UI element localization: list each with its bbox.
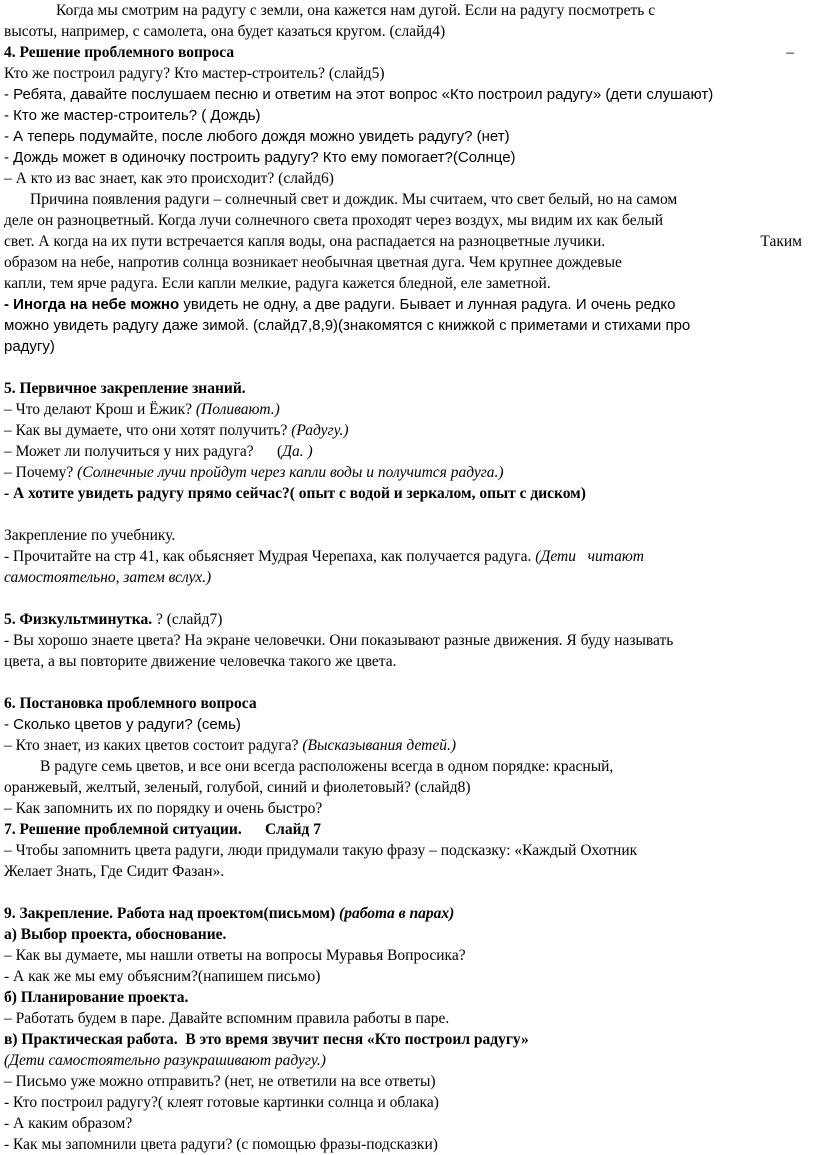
answer-line: самостоятельно, затем вслух.) <box>4 569 212 586</box>
dialogue-line: - Как мы запомнили цвета радуги? (с помощью фразы-подсказки) <box>4 1136 438 1153</box>
spacer <box>4 504 810 525</box>
heading-note: (работа в парах) <box>339 905 455 922</box>
dialogue-line: - Сколько цветов у радуги? (семь) <box>4 716 241 733</box>
question-text: – Кто знает, из каких цветов состоит радуга? <box>4 737 303 754</box>
dialogue-line: – Письмо уже можно отправить? (нет, не ответили на все ответы) <box>4 1073 436 1090</box>
subheading-b: б) Планирование проекта. <box>4 989 189 1006</box>
subheading-a: а) Выбор проекта, обоснование. <box>4 926 227 943</box>
paragraph-line: Желает Знать, Где Сидит Фазан». <box>4 863 225 880</box>
question-text: – Может ли получиться у них радуга? ( <box>4 443 283 460</box>
dialogue-line: – Как запомнить их по порядку и очень быстро? <box>4 800 323 817</box>
heading-text: 5. Физкультминутка. <box>4 611 153 628</box>
paragraph-line <box>4 546 810 567</box>
dialogue-line: - А как же мы ему объясним?(напишем письмо) <box>4 968 321 985</box>
paragraph-text: свет. А когда на их пути встречается капля воды, она распадается на разноцветные лучики. <box>4 233 606 250</box>
answer-text: (Дети читают <box>535 548 644 565</box>
dialogue-line: - Ребята, давайте послушаем песню и ответим на этот вопрос «Кто построил радугу» (дети слушают) <box>4 86 714 103</box>
dialogue-line: - А каким образом? <box>4 1115 133 1132</box>
paragraph-line: радугу) <box>4 338 55 355</box>
bold-lead: - Иногда на небе можно <box>4 296 180 313</box>
paragraph-line <box>4 294 810 315</box>
section-heading-4 <box>4 42 810 63</box>
dash-mark: – <box>786 44 794 61</box>
dialogue-line: - Дождь может в одиночку построить радугу? Кто ему помогает?(Солнце) <box>4 149 516 166</box>
dialogue-line: – Как вы думаете, мы нашли ответы на вопросы Муравья Вопросика? <box>4 947 466 964</box>
section-heading-5: 5. Первичное закрепление знаний. <box>4 380 246 397</box>
paragraph-line: образом на небе, напротив солнца возникает необычная цветная дуга. Чем крупнее дождевые <box>4 254 622 271</box>
dialogue-line: – Работать будем в паре. Давайте вспомним правила работы в паре. <box>4 1010 450 1027</box>
section-heading-9 <box>4 903 810 924</box>
section-heading-5b <box>4 609 810 630</box>
section-heading-7: 7. Решение проблемной ситуации. Слайд 7 <box>4 821 321 838</box>
paragraph-line: можно увидеть радугу даже зимой. (слайд7,8,9)(знакомятся с книжкой с приметами и стихами про <box>4 317 691 334</box>
spacer <box>4 882 810 903</box>
dialogue-line <box>4 420 810 441</box>
paragraph-line <box>4 231 810 252</box>
dialogue-line: - Кто же мастер-строитель? ( Дождь) <box>4 107 261 124</box>
paragraph-line: цвета, а вы повторите движение человечка такого же цвета. <box>4 653 397 670</box>
paragraph-line: Кто же построил радугу? Кто мастер-строитель? (слайд5) <box>4 65 385 82</box>
dialogue-line: – А кто из вас знает, как это происходит? (слайд6) <box>4 170 334 187</box>
bold-line: - А хотите увидеть радугу прямо сейчас?( опыт с водой и зеркалом, опыт с диском) <box>4 485 586 502</box>
dialogue-line <box>4 441 810 462</box>
answer-text: (Поливают.) <box>195 401 280 418</box>
heading-text: 4. Решение проблемного вопроса <box>4 44 235 61</box>
paragraph-line: оранжевый, желтый, зеленый, голубой, синий и фиолетовый? (слайд8) <box>4 779 471 796</box>
dialogue-line <box>4 735 810 756</box>
paragraph-line: Причина появления радуги – солнечный свет и дождик. Мы считаем, что свет белый, но на самом <box>30 191 678 208</box>
paragraph-text: Таким <box>760 233 802 250</box>
heading-text: 9. Закрепление. Работа над проектом(письмом) <box>4 905 340 922</box>
spacer <box>4 588 810 609</box>
section-heading-6: 6. Постановка проблемного вопроса <box>4 695 257 712</box>
answer-line: (Дети самостоятельно разукрашивают радугу.) <box>4 1052 326 1069</box>
question-text: – Что делают Крош и Ёжик? <box>4 401 196 418</box>
paragraph-line: Когда мы смотрим на радугу с земли, она кажется нам дугой. Если на радугу посмотреть с <box>56 2 656 19</box>
question-text: – Почему? <box>4 464 78 481</box>
spacer <box>4 357 810 378</box>
paragraph-line: деле он разноцветный. Когда лучи солнечного света проходят через воздух, мы видим их как белый <box>4 212 664 229</box>
answer-text: (Радугу.) <box>291 422 349 439</box>
answer-text: Да. ) <box>282 443 313 460</box>
dialogue-line: - Кто построил радугу?( клеят готовые картинки солнца и облака) <box>4 1094 439 1111</box>
paragraph-line: – Чтобы запомнить цвета радуги, люди придумали такую фразу – подсказку: «Каждый Охотник <box>4 842 638 859</box>
heading-note: ? (слайд7) <box>152 611 223 628</box>
paragraph-text: - Прочитайте на стр 41, как обьясняет Мудрая Черепаха, как получается радуга. <box>4 548 536 565</box>
paragraph-line: - Вы хорошо знаете цвета? На экране человечки. Они показывают разные движения. Я буду называть <box>4 632 674 649</box>
dialogue-line: - А теперь подумайте, после любого дождя можно увидеть радугу? (нет) <box>4 128 510 145</box>
paragraph-line: Закрепление по учебнику. <box>4 527 176 544</box>
answer-text: (Солнечные лучи пройдут через капли воды и получится радуга.) <box>77 464 504 481</box>
dialogue-line <box>4 462 810 483</box>
question-text: – Как вы думаете, что они хотят получить? <box>4 422 292 439</box>
paragraph-line: В радуге семь цветов, и все они всегда расположены всегда в одном порядке: красный, <box>40 758 614 775</box>
paragraph-line: высоты, например, с самолета, она будет казаться кругом. (слайд4) <box>4 23 446 40</box>
answer-text: (Высказывания детей.) <box>302 737 456 754</box>
spacer <box>4 672 810 693</box>
paragraph-text: увидеть не одну, а две радуги. Бывает и лунная радуга. И очень редко <box>179 296 676 313</box>
subheading-c: в) Практическая работа. В это время звучит песня «Кто построил радугу» <box>4 1031 529 1048</box>
dialogue-line <box>4 399 810 420</box>
paragraph-line: капли, тем ярче радуга. Если капли мелкие, радуга кажется бледной, еле заметной. <box>4 275 551 292</box>
